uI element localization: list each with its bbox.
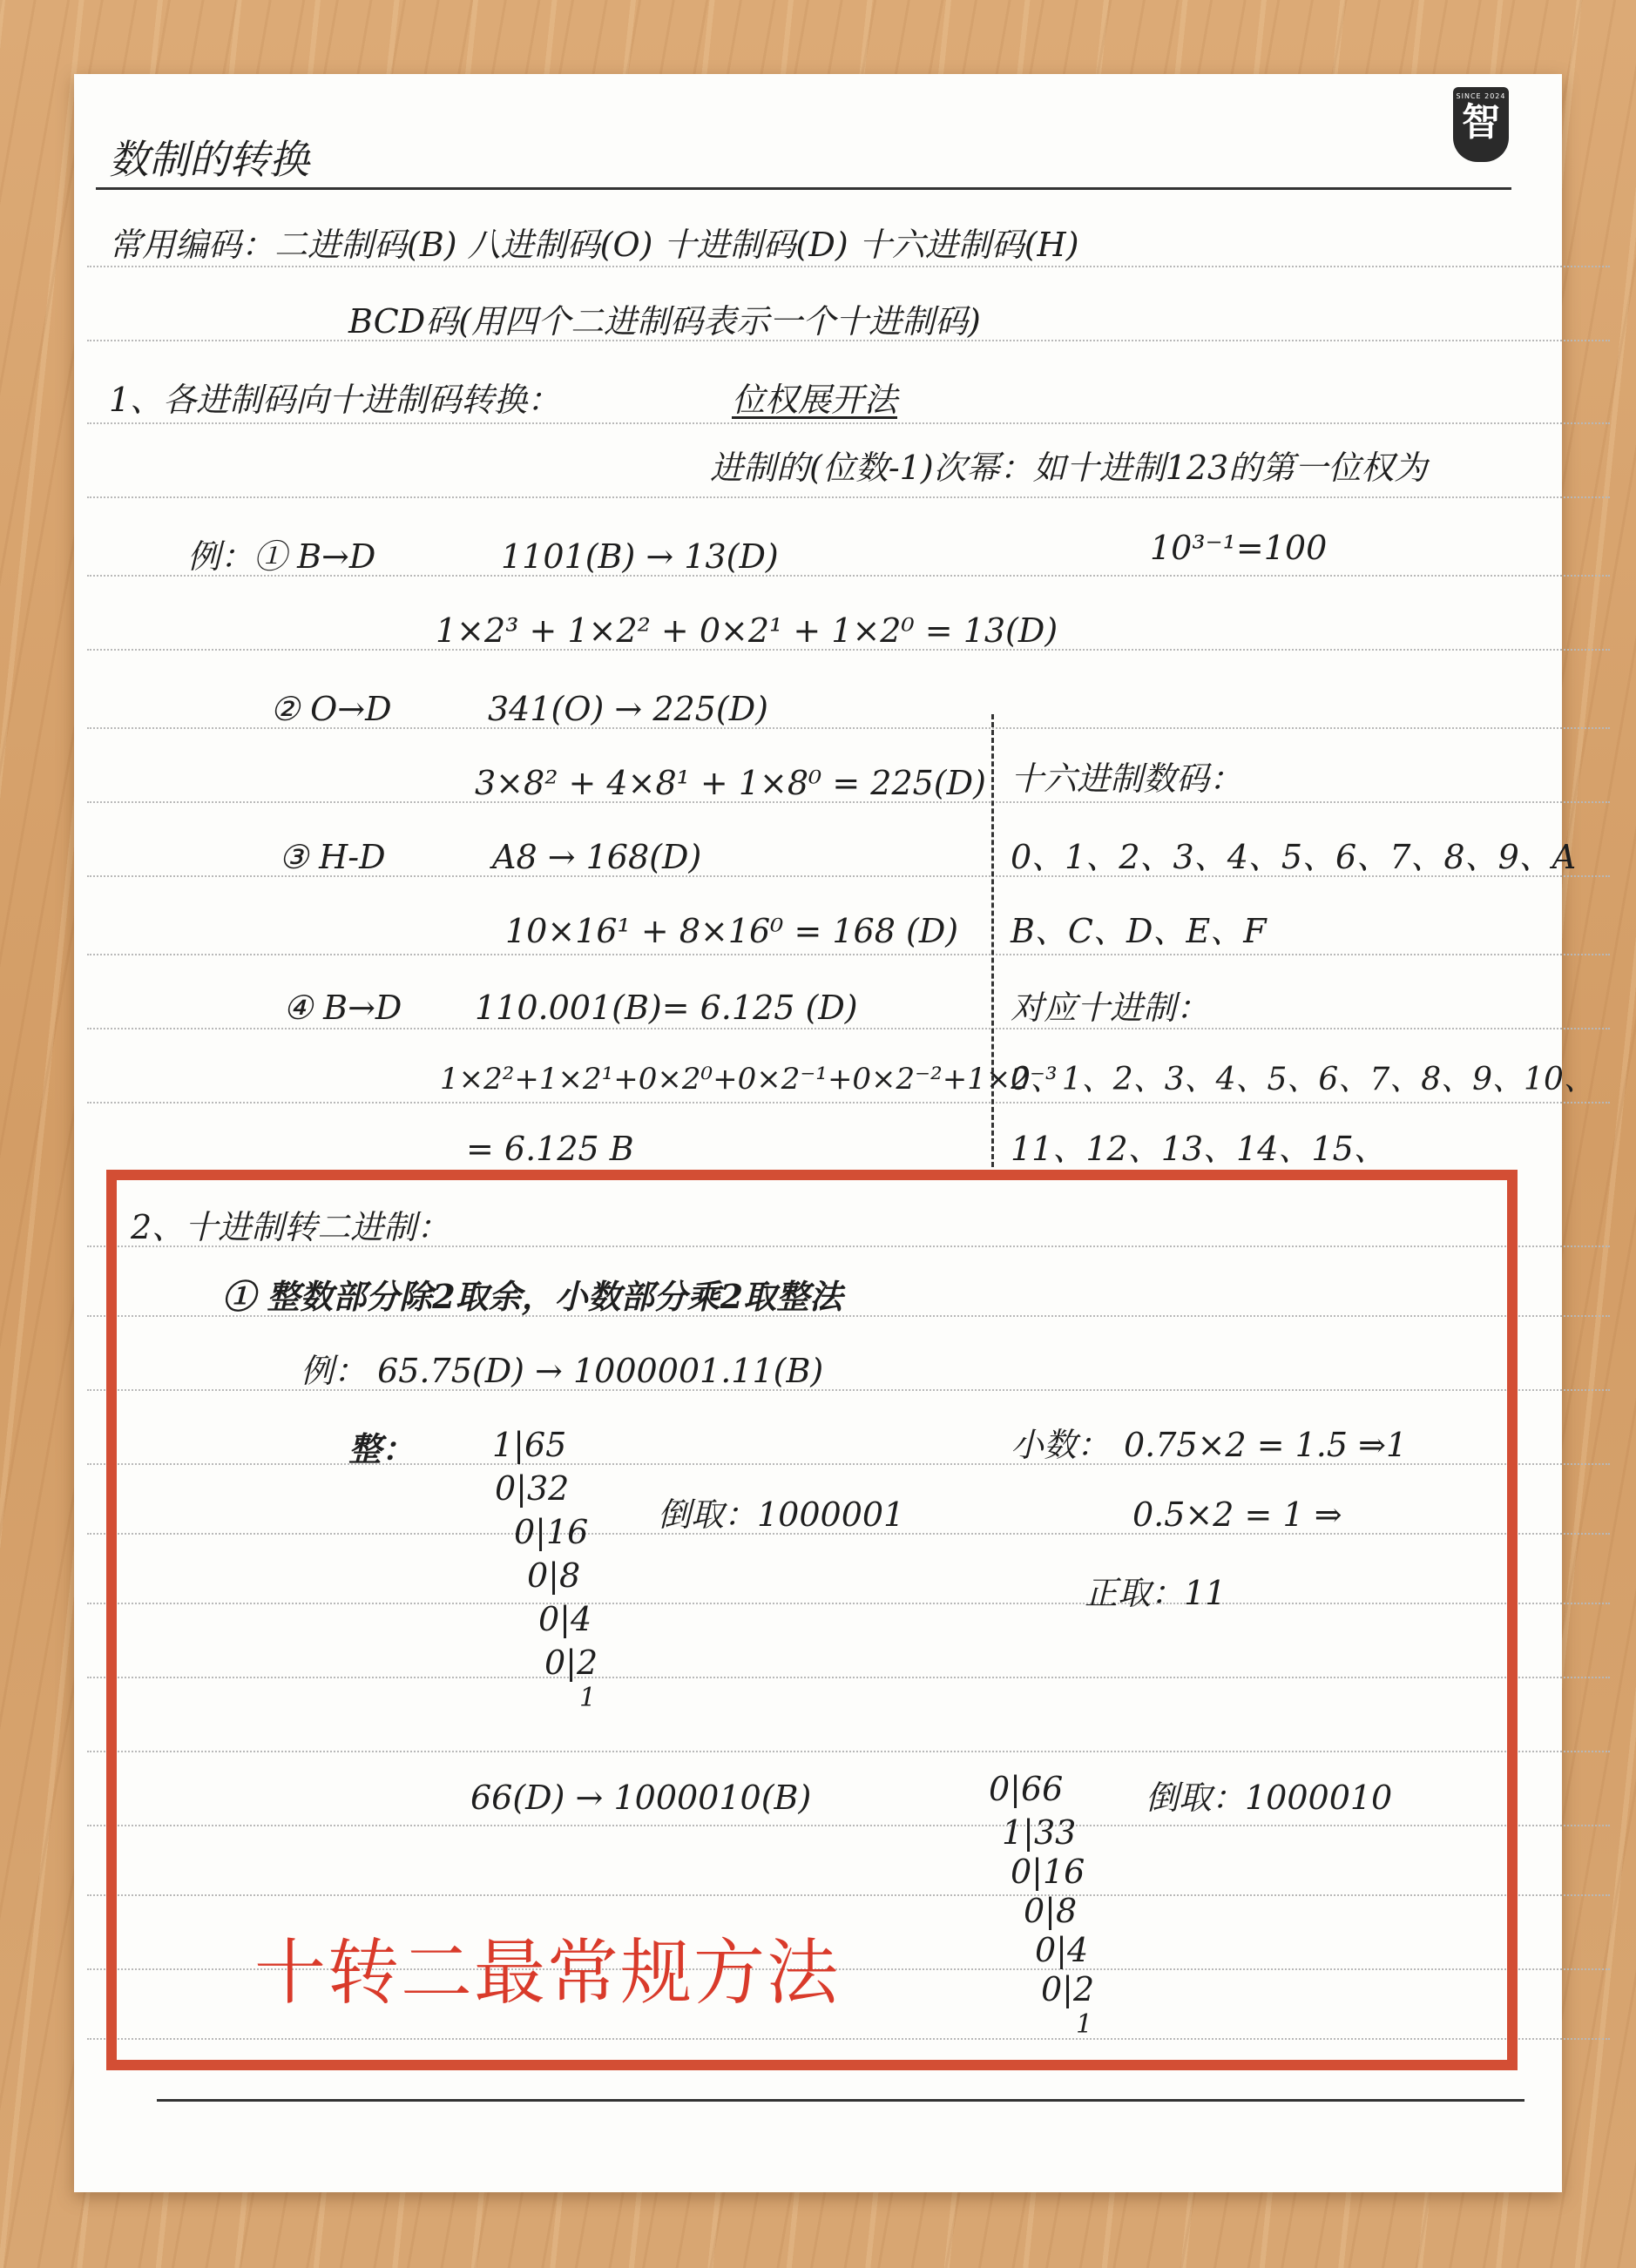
section2-heading: 2、十进制转二进制：: [131, 1208, 450, 1246]
section2-example: 例： 65.75(D) → 1000001.11(B): [301, 1352, 824, 1390]
page-title: 数制的转换: [109, 136, 309, 183]
forward-read: 正取：11: [1085, 1574, 1227, 1612]
division-step: 0|2: [1041, 1970, 1095, 2008]
division-step: 0|8: [1024, 1892, 1078, 1930]
example3-label: ③ H-D: [279, 838, 386, 876]
bottom-rule: [157, 2099, 1524, 2102]
division-step: 0|8: [527, 1556, 581, 1595]
division-step: 1: [579, 1683, 597, 1713]
hex-map-row2: 11、12、13、14、15、: [1011, 1130, 1387, 1168]
title-underline: [96, 187, 1511, 190]
bcd-definition: BCD码(用四个二进制码表示一个十进制码): [348, 302, 981, 341]
example3-result: A8 → 168(D): [492, 838, 702, 876]
example1-expansion: 1×2³ + 1×2² + 0×2¹ + 1×2⁰ = 13(D): [436, 611, 1058, 650]
example2-expansion: 3×8² + 4×8¹ + 1×8⁰ = 225(D): [475, 764, 986, 802]
column-divider: [991, 714, 994, 1167]
encoding-list: 常用编码：二进制码(B) 八进制码(O) 十进制码(D) 十六进制码(H): [109, 226, 1079, 264]
hex-map-heading: 对应十进制：: [1011, 989, 1210, 1027]
example2-label: ② O→D: [270, 690, 392, 728]
caption-text: 十转二最常规方法: [254, 1932, 841, 2015]
division-step: 0|16: [1011, 1853, 1085, 1891]
example4-expansion: 1×2²+1×2¹+0×2⁰+0×2⁻¹+0×2⁻²+1×2⁻³: [440, 1062, 1058, 1097]
brand-logo-icon: [1453, 87, 1509, 162]
example4-label: ④ B→D: [283, 989, 402, 1027]
logo-character: 智: [1462, 100, 1500, 145]
section1-heading: 1、各进制码向十进制码转换：: [109, 381, 561, 419]
reverse-read-2: 倒取：1000010: [1146, 1779, 1393, 1817]
hex-digits-row1: 0、1、2、3、4、5、6、7、8、9、A: [1011, 838, 1577, 876]
example4-sum: = 6.125 B: [466, 1130, 634, 1168]
example3-expansion: 10×16¹ + 8×16⁰ = 168 (D): [505, 912, 959, 950]
weight-note: 进制的(位数-1)次幂：如十进制123的第一位权为: [710, 449, 1428, 487]
fraction-label: 小数：: [1011, 1426, 1111, 1464]
example4-result: 110.001(B)= 6.125 (D): [475, 989, 858, 1027]
division-step: 0|2: [544, 1644, 598, 1682]
division-step: 0|66: [989, 1770, 1064, 1808]
hex-digits-row2: B、C、D、E、F: [1011, 912, 1267, 950]
section2-method: ① 整数部分除2取余，小数部分乘2取整法: [222, 1277, 843, 1316]
integer-label: 整：: [348, 1429, 416, 1468]
example2-result: 341(O) → 225(D): [488, 690, 768, 728]
section1-method: 位权展开法: [732, 381, 898, 419]
hex-heading: 十六进制数码：: [1011, 759, 1243, 798]
division-step: 1: [1076, 2009, 1093, 2040]
fraction-step-1: 0.75×2 = 1.5 ⇒1: [1124, 1426, 1408, 1464]
division-step: 1|33: [1002, 1813, 1077, 1852]
reverse-read-1: 倒取：1000001: [658, 1495, 905, 1534]
division-step: 0|4: [1035, 1931, 1089, 1969]
logo-est-text: SINCE 2024: [1456, 92, 1506, 100]
division-step: 0|32: [495, 1469, 570, 1508]
fraction-step-2: 0.5×2 = 1 ⇒: [1132, 1495, 1342, 1534]
example1-label: 例：① B→D: [187, 537, 376, 576]
example1-result: 1101(B) → 13(D): [501, 537, 779, 576]
hex-map-row1: 0、1、2、3、4、5、6、7、8、9、10、: [1011, 1062, 1595, 1097]
division-step: 0|4: [538, 1600, 592, 1638]
power-example: 10³⁻¹=100: [1150, 529, 1328, 567]
division-step: 0|16: [514, 1513, 589, 1551]
division-step: 1|65: [492, 1426, 567, 1464]
section2-example2: 66(D) → 1000010(B): [470, 1779, 812, 1817]
